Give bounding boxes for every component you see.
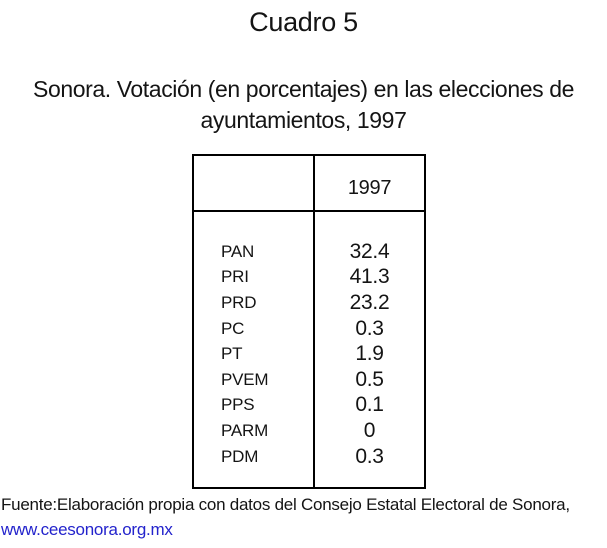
- table-row: [194, 290, 424, 316]
- vote-percentage: 0.3: [355, 444, 384, 468]
- vote-percentage: 1.9: [355, 342, 384, 366]
- party-label: PC: [221, 318, 245, 338]
- source-text: Fuente:Elaboración propia con datos del Consejo Estatal Electoral de Sonora,: [1, 495, 570, 514]
- vote-percentage: 0: [363, 418, 376, 442]
- party-label: PVEM: [221, 369, 269, 389]
- source-url-link[interactable]: www.ceesonora.org.mx: [1, 520, 173, 539]
- vote-percentage: 32.4: [349, 239, 390, 263]
- column-header-1997: 1997: [347, 176, 392, 199]
- table-row: [194, 444, 424, 470]
- table-row: [194, 316, 424, 342]
- party-label: PAN: [221, 241, 255, 261]
- table-row: [194, 418, 424, 444]
- table-row: [194, 265, 424, 291]
- party-label: PARM: [221, 420, 269, 440]
- party-label: PRD: [221, 292, 257, 312]
- party-label: PDM: [221, 446, 259, 466]
- page-title: Cuadro 5: [249, 7, 358, 37]
- table-row: [194, 367, 424, 393]
- table-subtitle: [0, 74, 607, 136]
- party-label: PPS: [221, 395, 255, 415]
- vote-percentage: 23.2: [349, 290, 390, 314]
- subtitle-line-2: ayuntamientos, 1997: [200, 107, 407, 133]
- subtitle-line-1: Sonora. Votación (en porcentajes) en las elecciones de: [33, 76, 574, 102]
- table-row: [194, 341, 424, 367]
- vote-percentage: 0.5: [355, 367, 384, 391]
- vote-percentage: 0.1: [355, 393, 384, 417]
- party-label: PRI: [221, 267, 249, 287]
- source-note: [1, 492, 607, 542]
- table-row: [194, 239, 424, 265]
- table-row: [194, 393, 424, 419]
- vote-percentage: 41.3: [349, 265, 390, 289]
- party-label: PT: [221, 344, 243, 364]
- table-body: [194, 212, 424, 487]
- votes-table: [192, 154, 426, 489]
- vote-percentage: 0.3: [355, 316, 384, 340]
